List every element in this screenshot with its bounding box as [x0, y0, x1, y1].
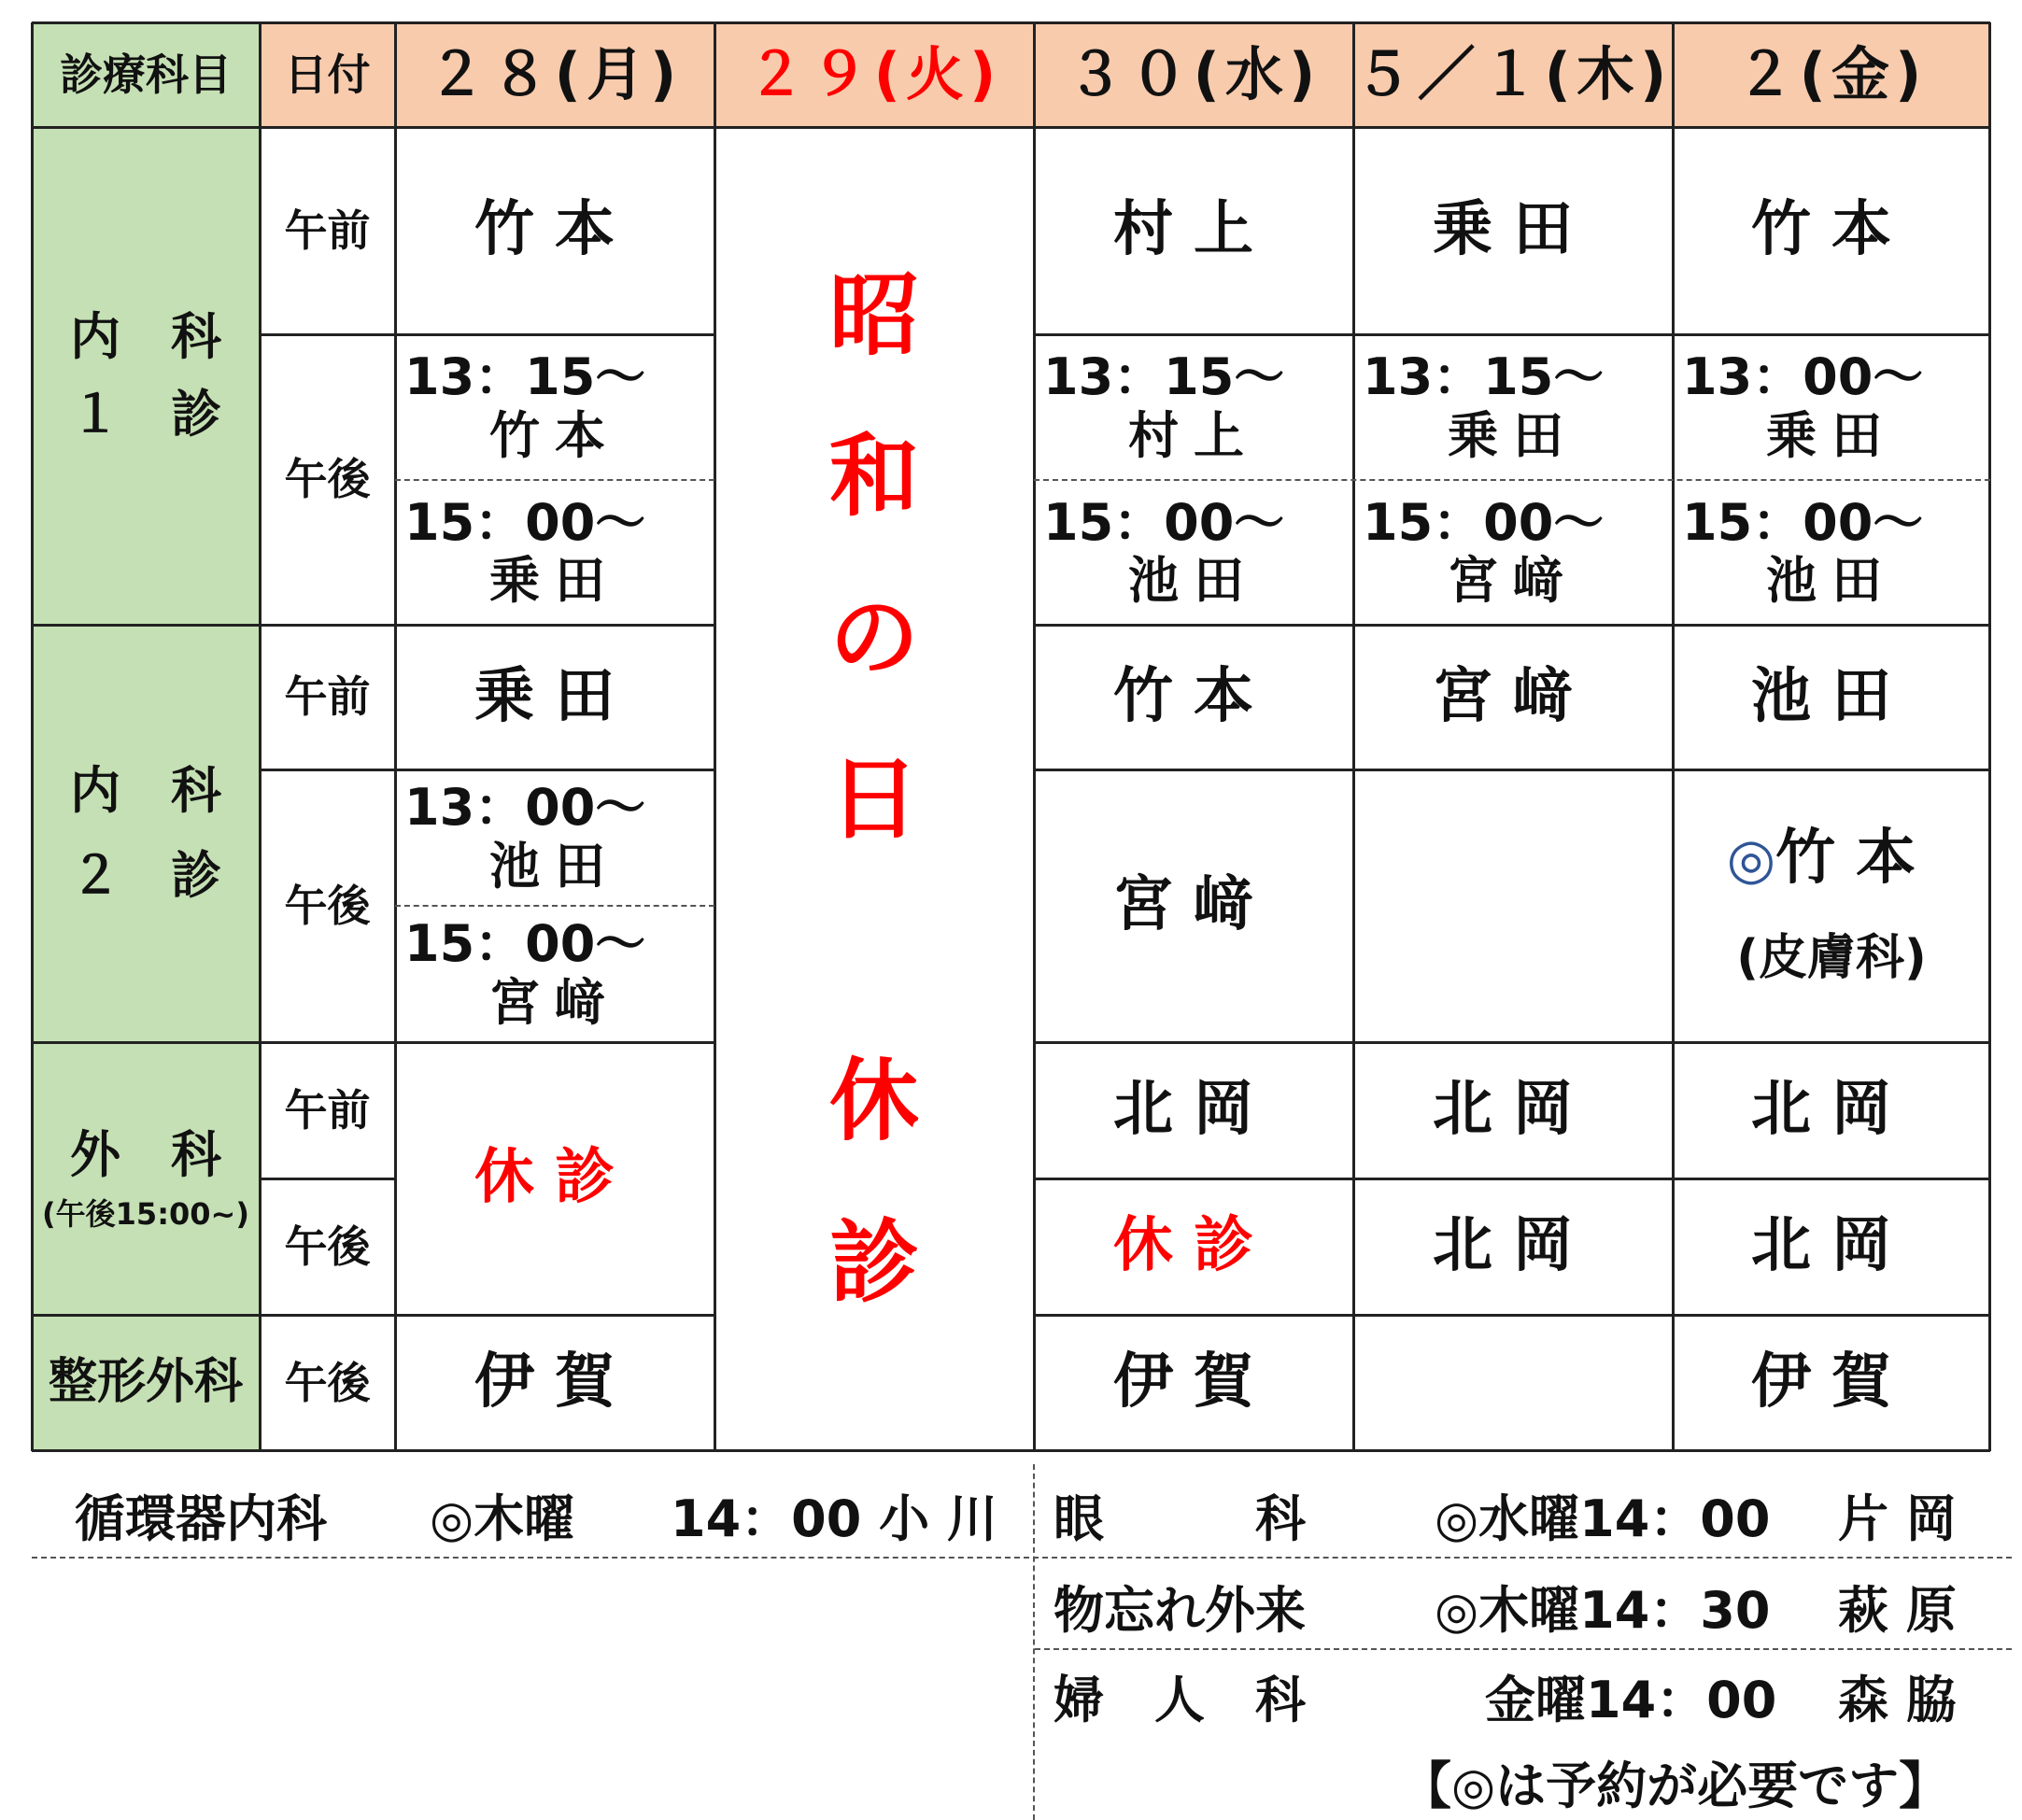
header-date-label: 日付 — [260, 22, 395, 127]
time-text: 13：15～ — [1043, 347, 1285, 407]
grid-line — [31, 22, 34, 1451]
geka-am-thu: 北岡 — [1433, 1075, 1593, 1145]
footer-fujinka-doctor: 森 脇 — [1838, 1671, 1957, 1729]
grid-line — [1034, 333, 1990, 336]
holiday-char-6: 診 — [829, 1209, 919, 1315]
dept-seikei — [32, 1315, 260, 1451]
footer-monowasure-doctor: 萩 原 — [1838, 1581, 1957, 1640]
footer-fujinka-name: 婦 人 科 — [1053, 1671, 1306, 1729]
grid-line — [32, 624, 714, 627]
grid-line — [1034, 1178, 1990, 1180]
header-day-tue: ２９(火) — [714, 22, 1034, 127]
naika2-pm-mon-early — [395, 769, 714, 905]
doctor-name: 乗田 — [1448, 405, 1578, 465]
period-am-naika2: 午前 — [284, 671, 371, 723]
doctor-name: 竹本 — [489, 405, 620, 465]
dept-naika1-line1: 内 科 — [70, 307, 221, 367]
seikei-pm-mon: 伊賀 — [474, 1347, 635, 1418]
grid-line — [1672, 22, 1675, 1451]
geka-mon-closed: 休診 — [474, 1143, 635, 1213]
time-text: 15：00～ — [404, 914, 646, 974]
grid-line — [1034, 479, 1990, 481]
naika1-am-mon: 竹本 — [474, 195, 635, 265]
period-pm-naika1: 午後 — [284, 454, 371, 505]
grid-line — [32, 126, 1990, 129]
footer-ganka-name: 眼 科 — [1053, 1489, 1306, 1548]
footer-monowasure-schedule: ◎木曜14：30 — [1435, 1581, 1771, 1640]
grid-line — [395, 905, 714, 907]
time-text: 13：15～ — [404, 347, 646, 407]
geka-pm-wed-closed: 休診 — [1113, 1211, 1274, 1281]
holiday-column — [714, 127, 1034, 1451]
footer-divider — [1033, 1464, 1035, 1820]
grid-line — [395, 479, 714, 481]
period-pm-geka: 午後 — [284, 1220, 371, 1272]
grid-line — [1034, 1314, 1990, 1317]
grid-line — [394, 22, 397, 1451]
period-am-geka: 午前 — [284, 1084, 371, 1136]
naika2-am-fri: 池田 — [1751, 661, 1912, 731]
specialty-note: (皮膚科) — [1736, 929, 1927, 986]
dept-naika2 — [32, 625, 260, 1042]
dept-geka — [32, 1042, 260, 1315]
footer-divider — [1035, 1648, 2012, 1650]
seikei-pm-wed: 伊賀 — [1113, 1347, 1274, 1418]
grid-line — [260, 333, 714, 336]
naika1-pm-mon-early — [395, 334, 714, 479]
doctor-name: 池田 — [1128, 551, 1259, 610]
header-dept-label: 診療科目 — [32, 22, 260, 127]
footer-junkanki-name: 循環器内科 — [75, 1489, 327, 1548]
naika1-pm-fri-early — [1673, 334, 1990, 479]
geka-pm-fri: 北岡 — [1751, 1211, 1912, 1281]
grid-line — [1034, 1041, 1990, 1044]
naika1-am-fri: 竹本 — [1751, 195, 1912, 265]
doctor-name: 池田 — [489, 836, 620, 896]
naika2-pm-fri — [1673, 769, 1990, 1042]
dept-geka-note: (午後15:00~) — [42, 1195, 249, 1232]
doctor-name: 乗田 — [1766, 405, 1897, 465]
time-text: 13：00～ — [1682, 347, 1924, 407]
grid-line — [32, 1314, 714, 1317]
geka-am-wed: 北岡 — [1113, 1075, 1274, 1145]
dept-naika1 — [32, 127, 260, 625]
grid-line — [1034, 769, 1990, 771]
holiday-char-4: 日 — [829, 747, 919, 852]
holiday-char-2: 和 — [829, 424, 919, 529]
time-text: 15：00～ — [1363, 492, 1605, 552]
time-text: 15：00～ — [1043, 492, 1285, 552]
footer-ganka-doctor: 片 岡 — [1838, 1489, 1957, 1548]
naika2-pm-mon-late — [395, 905, 714, 1042]
dept-naika1-line2: １ 診 — [70, 384, 221, 444]
naika1-am-thu: 乗田 — [1433, 195, 1593, 265]
grid-line — [259, 22, 262, 1451]
header-day-fri: ２(金) — [1673, 22, 1990, 127]
footer-junkanki-time: 14：00 小 川 — [671, 1489, 997, 1548]
grid-line — [260, 1178, 395, 1180]
footer-divider — [32, 1557, 2012, 1559]
holiday-char-1: 昭 — [829, 262, 919, 368]
doctor-name: 池田 — [1766, 551, 1897, 610]
header-day-mon: ２８(月) — [395, 22, 714, 127]
dept-naika2-line1: 内 科 — [70, 761, 221, 821]
period-am-naika1: 午前 — [284, 205, 371, 256]
grid-line — [1988, 22, 1991, 1451]
naika2-am-thu: 宮﨑 — [1433, 661, 1593, 731]
seikei-pm-thu — [1353, 1315, 1673, 1451]
time-text: 15：00～ — [1682, 492, 1924, 552]
footer-fujinka-schedule: 金曜14：00 — [1485, 1671, 1777, 1729]
naika2-pm-wed: 宮﨑 — [1113, 870, 1274, 940]
time-text: 15：00～ — [404, 492, 646, 552]
footer-monowasure-name: 物忘れ外来 — [1053, 1581, 1306, 1640]
geka-pm-thu: 北岡 — [1433, 1211, 1593, 1281]
grid-line — [714, 22, 716, 1451]
dept-seikei-label: 整形外科 — [48, 1354, 243, 1411]
naika2-am-wed: 竹本 — [1113, 661, 1274, 731]
time-text: 13：00～ — [404, 778, 646, 838]
footer-ganka-schedule: ◎水曜14：00 — [1435, 1489, 1771, 1548]
footer-reservation-note: 【◎は予約が必要です】 — [1401, 1757, 1950, 1815]
footer-junkanki-schedule: ◎木曜 — [430, 1489, 575, 1548]
geka-am-fri: 北岡 — [1751, 1075, 1912, 1145]
grid-line — [1034, 624, 1990, 627]
grid-line — [32, 21, 1990, 24]
seikei-pm-fri: 伊賀 — [1751, 1347, 1912, 1418]
naika1-am-wed: 村上 — [1113, 195, 1274, 265]
grid-line — [1352, 22, 1355, 1451]
grid-line — [260, 769, 714, 771]
doctor-name: 宮﨑 — [1448, 551, 1578, 610]
naika1-pm-wed-early — [1034, 334, 1353, 479]
schedule-table — [32, 22, 1990, 1451]
holiday-char-5: 休 — [829, 1048, 919, 1153]
dept-geka-line1: 外 科 — [70, 1124, 221, 1184]
doctor-name: 竹本 — [1775, 824, 1937, 894]
naika1-pm-thu-late — [1353, 479, 1673, 625]
grid-line — [32, 1449, 1990, 1452]
dept-naika2-line2: ２ 診 — [70, 845, 221, 905]
header-day-thu: ５／１(木) — [1353, 22, 1673, 127]
holiday-char-3: の — [829, 586, 919, 691]
naika1-pm-fri-late — [1673, 479, 1990, 625]
header-day-wed: ３０(水) — [1034, 22, 1353, 127]
grid-line — [32, 1041, 714, 1044]
naika2-am-mon: 乗田 — [474, 661, 635, 731]
doctor-name: 乗田 — [489, 551, 620, 610]
period-pm-seikei: 午後 — [284, 1357, 371, 1408]
period-pm-naika2: 午後 — [284, 880, 371, 931]
naika1-pm-wed-late — [1034, 479, 1353, 625]
naika1-pm-mon-late — [395, 479, 714, 625]
time-text: 13：15～ — [1363, 347, 1605, 407]
doctor-name: 宮﨑 — [489, 972, 620, 1032]
reservation-mark-icon: ◎ — [1726, 826, 1776, 893]
grid-line — [1033, 22, 1036, 1451]
naika1-pm-thu-early — [1353, 334, 1673, 479]
naika2-pm-fri-doctor — [1727, 825, 1936, 894]
doctor-name: 村上 — [1128, 405, 1259, 465]
